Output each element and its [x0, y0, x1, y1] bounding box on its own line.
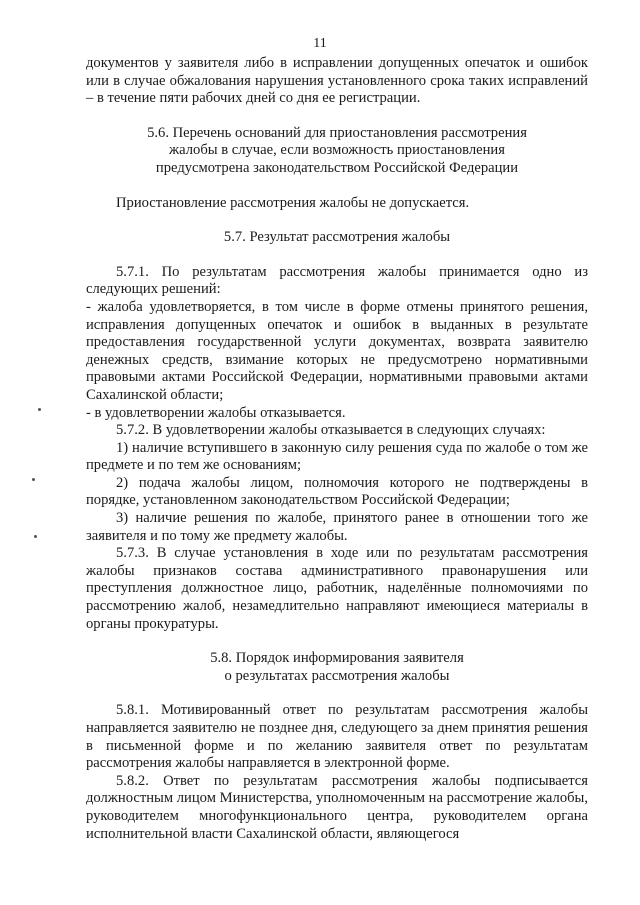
document-body	[86, 55, 588, 843]
paragraph-5-8-1: 5.8.1. Мотивированный ответ по результатам рассмотрения жалобы направляется заявителю не позднее дня, следующего за днем принятия решения в письменной форме и по желанию заявителя ответ по результатам рассмотрения жалобы направляется в электронной форме.	[86, 702, 588, 772]
paragraph-5-7-3: 5.7.3. В случае установления в ходе или по результатам рассмотрения жалобы признаков состава административного правонарушения или преступления должностное лицо, работник, наделённые полномочиями по рассмотрению жалоб, незамедлительно направляют имеющиеся материалы в органы прокуратуры.	[86, 545, 588, 632]
paragraph-5-7-1-option-a: - жалоба удовлетворяется, в том числе в форме отмены принятого решения, исправления допущенных опечаток и ошибок в выданных в результате предоставления государственной услуги документах, возврата заявителю денежных средств, взимание которых не предусмотрено нормативными правовыми актами Российской Федерации, нормативными правовыми актами Сахалинской области;	[86, 298, 588, 403]
paragraph-5-7-2-item-2: 2) подача жалобы лицом, полномочия которого не подтверждены в порядке, установленном законодательством Российской Федерации;	[86, 474, 588, 509]
paragraph-5-7-2: 5.7.2. В удовлетворении жалобы отказывается в следующих случаях:	[116, 422, 546, 439]
paragraph-suspension: Приостановление рассмотрения жалобы не допускается.	[116, 194, 470, 211]
paragraph-5-8-2: 5.8.2. Ответ по результатам рассмотрения жалобы подписывается должностным лицом Министерства, уполномоченным на рассмотрение жалобы, руководителем многофункционального центра, руководителем органа исполнительной власти Сахалинской области, являющегося	[86, 772, 588, 842]
scan-speck	[34, 535, 37, 538]
heading-5-8-line-2: о результатах рассмотрения жалобы	[224, 667, 450, 684]
scan-speck	[38, 408, 41, 411]
page-number: 11	[313, 36, 327, 51]
paragraph-5-7-2-item-1: 1) наличие вступившего в законную силу решения суда по жалобе о том же предмете и по тем же основаниям;	[86, 439, 588, 474]
heading-5-6-line-2: жалобы в случае, если возможность приостановления	[169, 142, 505, 159]
heading-5-6-line-1: 5.6. Перечень оснований для приостановления рассмотрения	[147, 124, 527, 141]
heading-5-7: 5.7. Результат рассмотрения жалобы	[223, 229, 451, 246]
scan-speck	[32, 478, 35, 481]
heading-5-8-line-1: 5.8. Порядок информирования заявителя	[210, 650, 464, 667]
paragraph-5-7-2-item-3: 3) наличие решения по жалобе, принятого ранее в отношении того же заявителя и по тому же предмету жалобы.	[86, 510, 588, 544]
paragraph-continued: документов у заявителя либо в исправлении допущенных опечаток и ошибок или в случае обжалования нарушения установленного срока таких исправлений – в течение пяти рабочих дней со дня ее регистрации.	[86, 55, 588, 107]
paragraph-5-7-1-option-b: - в удовлетворении жалобы отказывается.	[86, 404, 346, 421]
heading-5-6-line-3: предусмотрена законодательством Российской Федерации	[155, 159, 519, 176]
paragraph-5-7-1: 5.7.1. По результатам рассмотрения жалобы принимается одно из следующих решений:	[86, 263, 588, 298]
